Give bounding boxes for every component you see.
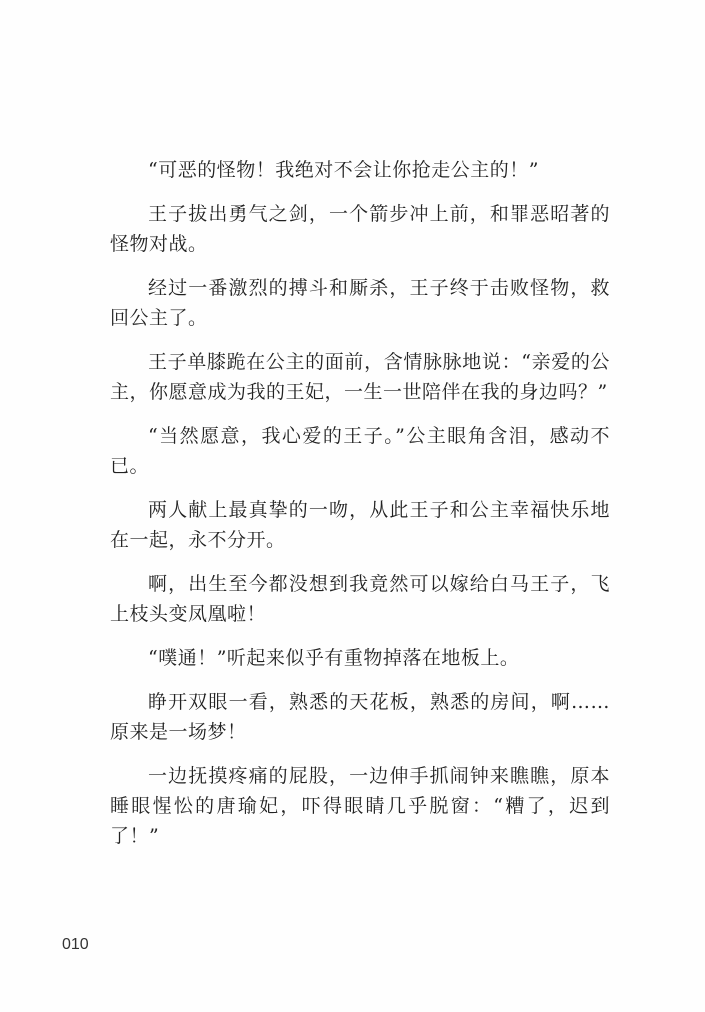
paragraph: 啊，出生至今都没想到我竟然可以嫁给白马王子，飞上枝头变凤凰啦！ (110, 573, 610, 625)
paragraph: 睁开双眼一看，熟悉的天花板，熟悉的房间，啊……原来是一场梦！ (110, 691, 610, 743)
paragraph: 经过一番激烈的搏斗和厮杀，王子终于击败怪物，救回公主了。 (110, 277, 610, 329)
paragraph: 王子拔出勇气之剑，一个箭步冲上前，和罪恶昭著的怪物对战。 (110, 203, 610, 255)
paragraph: “当然愿意，我心爱的王子。”公主眼角含泪，感动不已。 (110, 425, 610, 477)
paragraph: “噗通！”听起来似乎有重物掉落在地板上。 (148, 647, 520, 669)
story-text (110, 155, 610, 865)
paragraph: 两人献上最真挚的一吻，从此王子和公主幸福快乐地在一起，永不分开。 (110, 499, 610, 551)
page-number: 010 (62, 936, 89, 953)
paragraph: “可恶的怪物！我绝对不会让你抢走公主的！” (148, 159, 539, 181)
paragraph: 一边抚摸疼痛的屁股，一边伸手抓闹钟来瞧瞧，原本睡眼惺忪的唐瑜妃，吓得眼睛几乎脱窗：“糟了，迟到了！” (110, 765, 610, 847)
paragraph: 王子单膝跪在公主的面前，含情脉脉地说：“亲爱的公主，你愿意成为我的王妃，一生一世陪伴在我的身边吗？” (110, 351, 610, 403)
